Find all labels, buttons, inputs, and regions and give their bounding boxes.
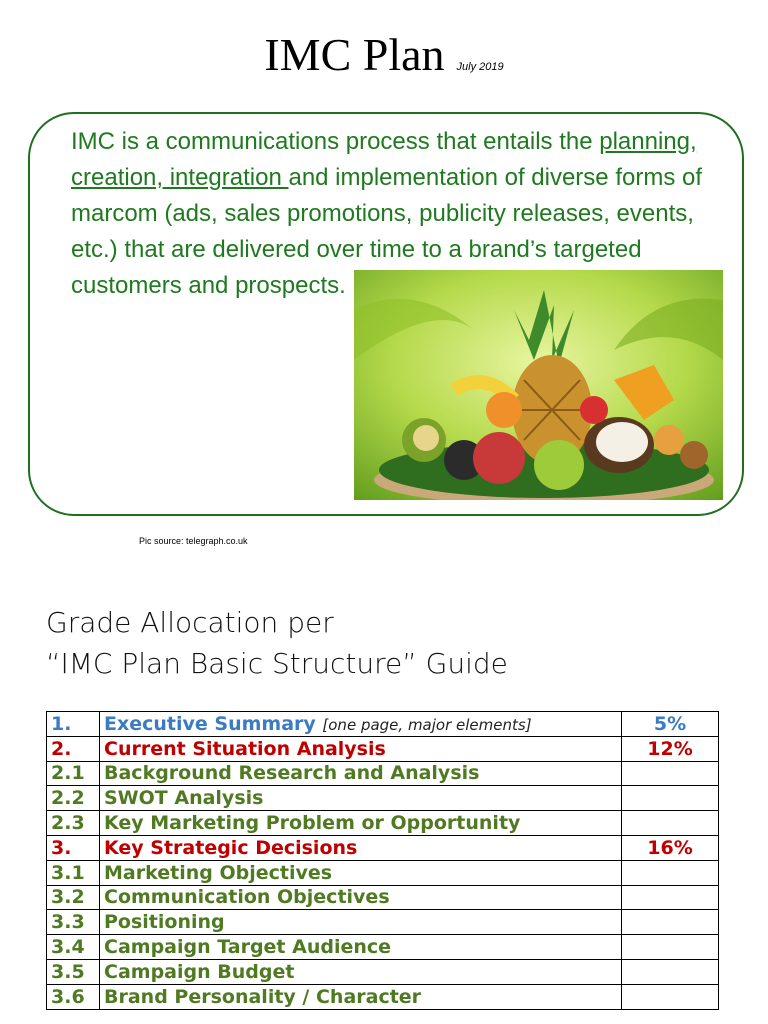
grade-percent <box>622 761 719 786</box>
grade-percent: 16% <box>622 835 719 860</box>
section-label: Current Situation Analysis <box>104 737 386 760</box>
definition-underlined: planning, creation, integration <box>71 128 697 191</box>
pic-source-caption: Pic source: telegraph.co.uk <box>139 536 248 546</box>
section-label-cell <box>100 935 622 960</box>
table-row <box>47 860 719 885</box>
section-number: 2.3 <box>47 811 100 836</box>
section-label-cell <box>100 736 622 761</box>
section-label-cell <box>100 811 622 836</box>
date-label: July 2019 <box>456 61 504 73</box>
grade-percent <box>622 885 719 910</box>
table-row <box>47 885 719 910</box>
grade-percent <box>622 935 719 960</box>
section-label: Positioning <box>104 911 225 934</box>
section-heading-line-1: Grade Allocation per <box>46 606 334 639</box>
section-number: 1. <box>47 712 100 737</box>
section-label: Background Research and Analysis <box>104 762 480 785</box>
section-label-cell <box>100 910 622 935</box>
section-label: Key Strategic Decisions <box>104 836 358 859</box>
table-row <box>47 786 719 811</box>
grade-percent <box>622 811 719 836</box>
grade-percent <box>622 786 719 811</box>
definition-part-1: IMC is a communications process that entails the <box>71 128 593 155</box>
section-label-cell <box>100 984 622 1009</box>
page-title: IMC Plan <box>264 29 445 80</box>
section-label-cell <box>100 959 622 984</box>
section-label: SWOT Analysis <box>104 787 264 810</box>
section-label: Brand Personality / Character <box>104 985 422 1008</box>
grade-percent: 5% <box>622 712 719 737</box>
definition-part-2: and implementation of diverse forms of marcom (ads, sales promotions, publicity releases, events, etc.) that are delivered over time to a brand’s targeted customers and prospects. <box>71 164 702 299</box>
table-row <box>47 761 719 786</box>
section-label: Campaign Target Audience <box>104 936 392 959</box>
table-row <box>47 712 719 737</box>
section-heading-line-2: “IMC Plan Basic Structure” Guide <box>46 647 508 680</box>
table-row <box>47 935 719 960</box>
section-heading <box>46 602 508 684</box>
section-label-cell <box>100 835 622 860</box>
section-number: 2.1 <box>47 761 100 786</box>
section-label: Communication Objectives <box>104 886 390 909</box>
section-number: 2. <box>47 736 100 761</box>
table-row <box>47 835 719 860</box>
section-label-cell <box>100 860 622 885</box>
section-label-cell <box>100 761 622 786</box>
section-label: Marketing Objectives <box>104 861 333 884</box>
table-row <box>47 910 719 935</box>
title-area <box>0 28 768 81</box>
grade-percent <box>622 860 719 885</box>
section-note: [one page, major elements] <box>322 715 532 734</box>
grade-percent <box>622 984 719 1009</box>
section-label-cell <box>100 712 622 737</box>
section-label: Campaign Budget <box>104 960 295 983</box>
section-label-cell <box>100 885 622 910</box>
section-number: 3.4 <box>47 935 100 960</box>
table-row <box>47 959 719 984</box>
section-number: 2.2 <box>47 786 100 811</box>
table-row <box>47 811 719 836</box>
table-row <box>47 736 719 761</box>
section-number: 3.6 <box>47 984 100 1009</box>
grade-percent <box>622 910 719 935</box>
table-row <box>47 984 719 1009</box>
section-label-cell <box>100 786 622 811</box>
section-label: Executive Summary <box>104 712 316 735</box>
section-number: 3.1 <box>47 860 100 885</box>
section-number: 3.2 <box>47 885 100 910</box>
grade-allocation-table <box>46 711 719 1010</box>
grade-percent: 12% <box>622 736 719 761</box>
section-number: 3.5 <box>47 959 100 984</box>
grade-percent <box>622 959 719 984</box>
fruit-platter-image <box>354 270 723 500</box>
section-number: 3.3 <box>47 910 100 935</box>
section-label: Key Marketing Problem or Opportunity <box>104 812 521 835</box>
section-number: 3. <box>47 835 100 860</box>
